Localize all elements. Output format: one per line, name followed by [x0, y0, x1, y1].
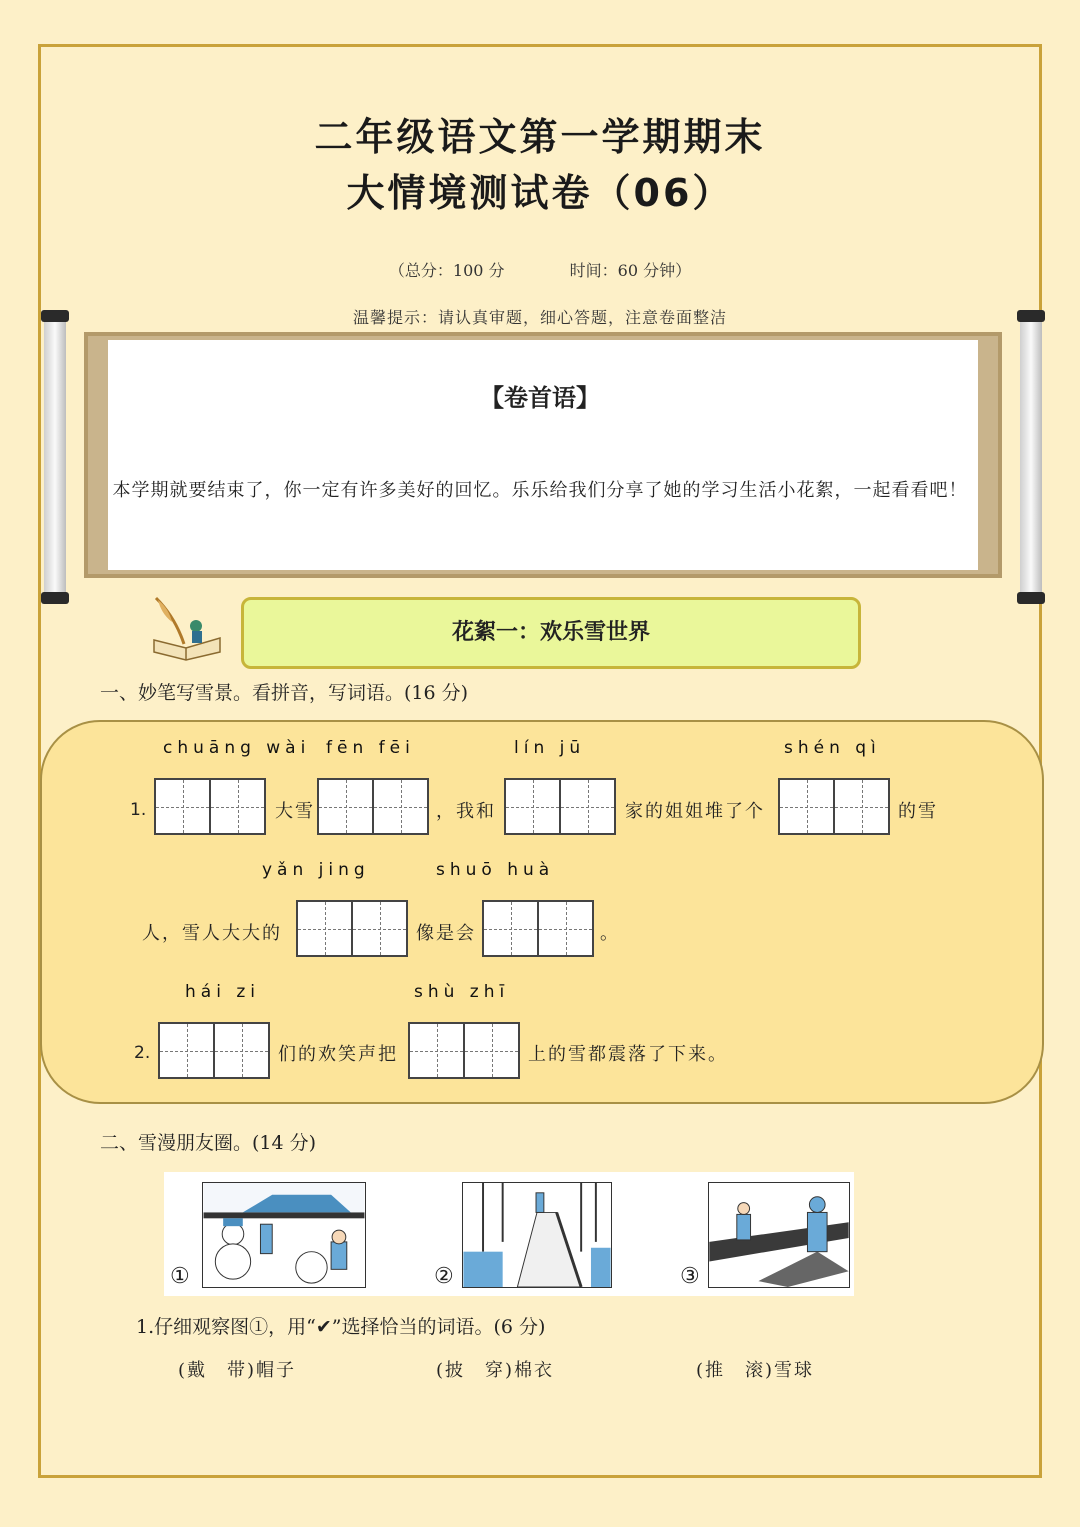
sentence-text: 像是会 [416, 923, 476, 944]
picture-label: ① [170, 1264, 190, 1289]
answer-grid[interactable] [778, 778, 890, 835]
word-choice[interactable]: (推 滚)雪球 [696, 1360, 815, 1381]
section-banner: 花絮一：欢乐雪世界 [241, 597, 861, 669]
exam-meta [0, 258, 1080, 281]
item-number: 2. [134, 1043, 151, 1063]
preface-title: 【卷首语】 [480, 383, 600, 412]
answer-grid[interactable] [408, 1022, 520, 1079]
picture-label: ② [434, 1264, 454, 1289]
time-limit: 时间：60 分钟） [569, 261, 692, 280]
sentence-text: ，我和 [436, 801, 496, 822]
pinyin: chuāng wài [163, 738, 311, 758]
subquestion-1: 1.仔细观察图①，用“✔”选择恰当的词语。(6 分) [136, 1316, 546, 1338]
sentence-text: 。 [600, 923, 620, 944]
sweeping-snow-picture [708, 1182, 850, 1288]
total-score: （总分：100 分 [388, 261, 505, 280]
answer-grid[interactable] [482, 900, 594, 957]
scroll-rod-left [44, 312, 66, 602]
book-quill-icon [150, 596, 224, 662]
question1-heading: 一、妙笔写雪景。看拼音，写词语。(16 分) [100, 682, 469, 704]
pinyin: shù zhī [414, 982, 510, 1002]
pinyin: shén qì [784, 738, 881, 758]
answer-grid[interactable] [158, 1022, 270, 1079]
question2-heading: 二、雪漫朋友圈。(14 分) [100, 1132, 317, 1154]
exam-title-line2: 大情境测试卷（06） [346, 171, 734, 215]
scroll-paper [108, 340, 978, 570]
picture-label: ③ [680, 1264, 700, 1289]
word-choice[interactable]: (披 穿)棉衣 [436, 1360, 555, 1381]
tips-text: 温馨提示：请认真审题，细心答题，注意卷面整洁 [352, 308, 727, 327]
scroll-rod-right [1020, 312, 1042, 602]
snowman-picture [202, 1182, 366, 1288]
sentence-text: 的雪 [898, 801, 938, 822]
sentence-text: 大雪 [275, 801, 315, 822]
snowy-bridge-picture [462, 1182, 612, 1288]
picture-strip [164, 1172, 854, 1296]
exam-title-line1: 二年级语文第一学期期末 [314, 115, 766, 159]
answer-grid[interactable] [296, 900, 408, 957]
pinyin: yǎn jing [262, 860, 370, 880]
word-choice[interactable]: (戴 带)帽子 [178, 1360, 297, 1381]
sentence-text: 们的欢笑声把 [278, 1044, 398, 1065]
item-number: 1. [130, 800, 147, 820]
preface-text: 本学期就要结束了，你一定有许多美好的回忆。乐乐给我们分享了她的学习生活小花絮，一起看看吧！ [112, 480, 968, 501]
sentence-text: 上的雪都震落了下来。 [528, 1044, 728, 1065]
answer-grid[interactable] [317, 778, 429, 835]
pinyin: lín jū [514, 738, 586, 758]
answer-grid[interactable] [504, 778, 616, 835]
sentence-text: 家的姐姐堆了个 [625, 801, 765, 822]
pinyin: hái zi [185, 982, 260, 1002]
answer-grid[interactable] [154, 778, 266, 835]
pinyin: shuō huà [436, 860, 555, 880]
pinyin: fēn fēi [326, 738, 415, 758]
sentence-text: 人，雪人大大的 [142, 923, 282, 944]
